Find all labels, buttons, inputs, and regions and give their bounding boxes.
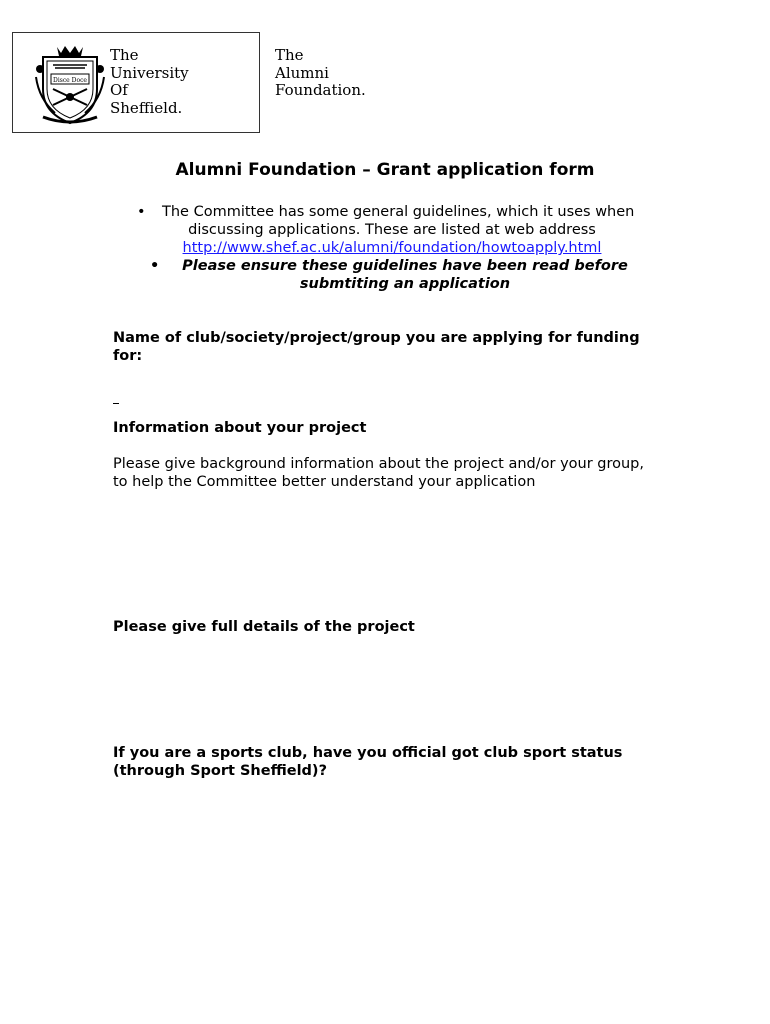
- guidelines-notice: Please ensure these guidelines have been read before submtiting an application: [182, 258, 628, 292]
- guidelines-link[interactable]: http://www.shef.ac.uk/alumni/foundation/howtoapply.html: [182, 240, 602, 256]
- sports-club-question: If you are a sports club, have you official got club sport status (through Sport Sheffield)?: [113, 745, 623, 779]
- page-title: Alumni Foundation – Grant application form: [175, 160, 595, 180]
- university-name: The University Of Sheffield.: [110, 46, 189, 117]
- alumni-foundation-name: The Alumni Foundation.: [275, 46, 366, 99]
- guidelines-bullet: [162, 203, 682, 257]
- svg-text:Disce Doce: Disce Doce: [53, 77, 87, 84]
- project-info-description: Please give background information about the project and/or your group, to help the Committee better understand your application: [113, 456, 644, 490]
- bullet-icon: •: [150, 258, 160, 274]
- bullet-icon: •: [137, 204, 146, 220]
- university-logo-box: [12, 32, 260, 133]
- guidelines-text-line2: discussing applications. These are listed at web address: [188, 222, 596, 238]
- university-crest-icon: [35, 43, 105, 125]
- name-of-group-label: Name of club/society/project/group you are applying for funding for:: [113, 330, 640, 364]
- guidelines-text-line1: The Committee has some general guidelines, which it uses when: [162, 204, 635, 220]
- divider-mark: [113, 403, 119, 404]
- project-details-heading: Please give full details of the project: [113, 619, 415, 635]
- project-info-heading: Information about your project: [113, 420, 367, 436]
